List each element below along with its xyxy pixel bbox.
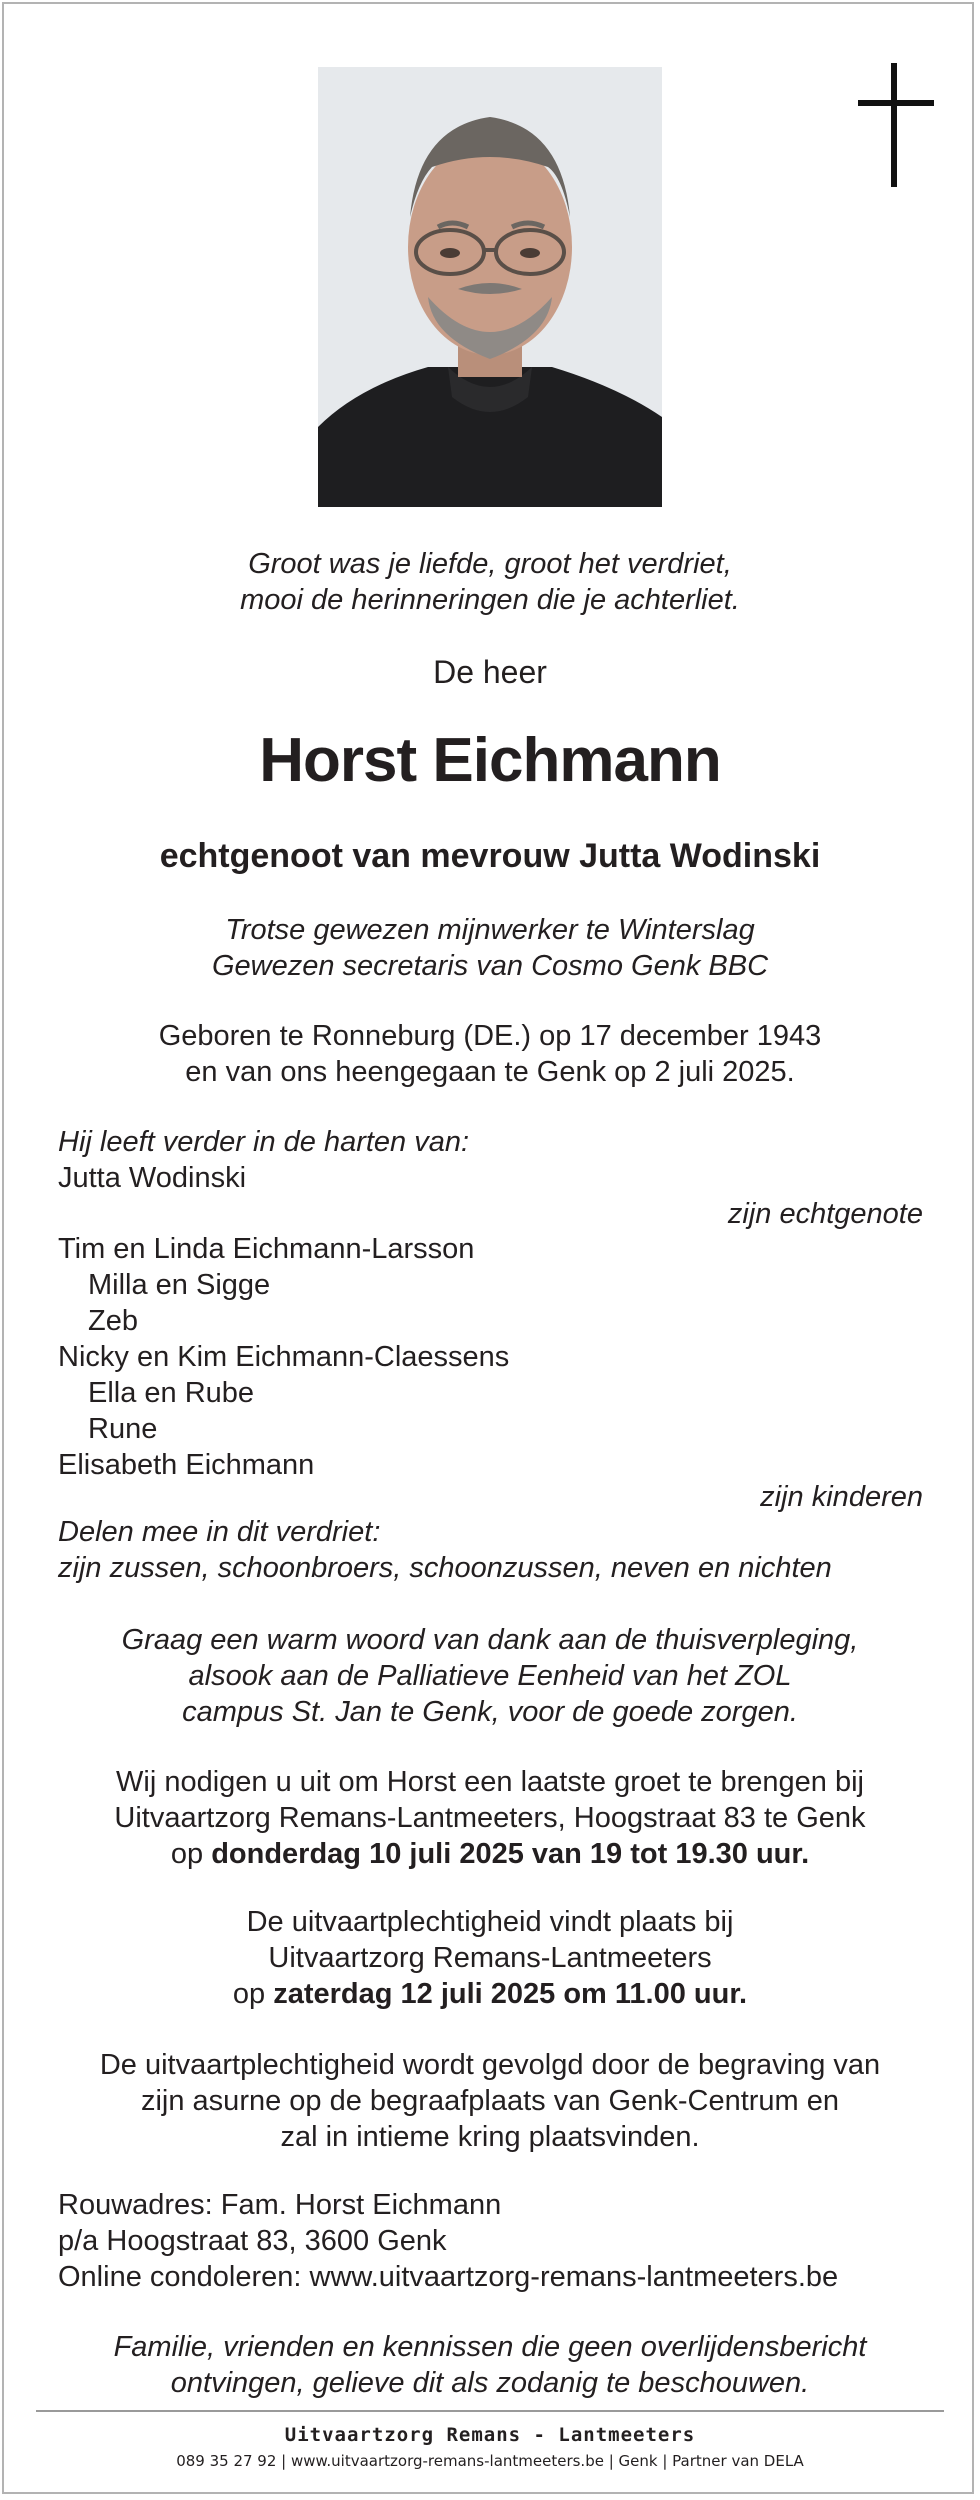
role-line: Gewezen secretaris van Cosmo Genk BBC (211, 950, 769, 982)
family-intro: Hij leeft verder in de harten van: (58, 1126, 470, 1158)
thanks-text (40, 1622, 940, 1730)
ceremony-info (40, 1904, 940, 2012)
ceremony-date-bold: zaterdag 12 juli 2025 om 11.00 uur. (273, 1978, 748, 2010)
birth-death-info (40, 1018, 940, 1090)
closing-line: ontvingen, gelieve dit als zodanig te beschouwen. (170, 2367, 810, 2399)
closing-note (40, 2329, 940, 2401)
footer-company: Uitvaartzorg Remans - Lantmeeters (284, 2424, 696, 2446)
burial-info (40, 2047, 940, 2155)
spouse-name: Jutta Wodinski (58, 1162, 247, 1194)
share-text: zijn zussen, schoonbroers, schoonzussen, neven en nichten (58, 1552, 832, 1584)
address-line: p/a Hoogstraat 83, 3600 Genk (58, 2225, 447, 2257)
mourning-address (58, 2187, 923, 2295)
condolence-link[interactable]: Online condoleren: www.uitvaartzorg-remans-lantmeeters.be (58, 2261, 839, 2293)
visitation-date-prefix: op (170, 1838, 212, 1870)
children-label: zijn kinderen (760, 1481, 923, 1513)
visitation-date-bold: donderdag 10 juli 2025 van 19 tot 19.30 uur. (211, 1838, 810, 1870)
ceremony-line: Uitvaartzorg Remans-Lantmeeters (268, 1942, 712, 1974)
children-list (58, 1231, 923, 1483)
memorial-verse (40, 546, 940, 618)
spouse-line: echtgenoot van mevrouw Jutta Wodinski (159, 837, 821, 875)
visitation-info (40, 1764, 940, 1872)
title-prefix: De heer (433, 654, 547, 690)
grandchild-line: Zeb (88, 1305, 138, 1337)
burial-line: De uitvaartplechtigheid wordt gevolgd door de begraving van (99, 2049, 881, 2081)
grandchild-line: Rune (88, 1413, 158, 1445)
footer-divider (36, 2410, 944, 2412)
ceremony-date (40, 1976, 940, 2012)
verse-line: Groot was je liefde, groot het verdriet, (248, 548, 732, 580)
role-line: Trotse gewezen mijnwerker te Winterslag (225, 914, 755, 946)
child-line: Tim en Linda Eichmann-Larsson (58, 1233, 475, 1265)
portrait-photo (318, 67, 662, 507)
footer-details: 089 35 27 92 | www.uitvaartzorg-remans-lantmeeters.be | Genk | Partner van DELA (176, 2452, 804, 2470)
cross-icon (858, 63, 934, 187)
share-intro: Delen mee in dit verdriet: (58, 1516, 381, 1548)
thanks-line: campus St. Jan te Genk, voor de goede zorgen. (182, 1696, 798, 1728)
address-line: Rouwadres: Fam. Horst Eichmann (58, 2189, 502, 2221)
child-line: Elisabeth Eichmann (58, 1449, 315, 1481)
birth-line: Geboren te Ronneburg (DE.) op 17 december 1943 (158, 1020, 822, 1052)
burial-line: zal in intieme kring plaatsvinden. (280, 2121, 700, 2153)
roles (40, 912, 940, 984)
thanks-line: alsook aan de Palliatieve Eenheid van het ZOL (188, 1660, 792, 1692)
death-line: en van ons heengegaan te Genk op 2 juli 2025. (185, 1056, 795, 1088)
child-line: Nicky en Kim Eichmann-Claessens (58, 1341, 510, 1373)
deceased-name: Horst Eichmann (259, 726, 721, 795)
grandchild-line: Milla en Sigge (88, 1269, 271, 1301)
thanks-line: Graag een warm woord van dank aan de thuisverpleging, (121, 1624, 859, 1656)
verse-line: mooi de herinneringen die je achterliet. (240, 584, 740, 616)
ceremony-line: De uitvaartplechtigheid vindt plaats bij (246, 1906, 734, 1938)
visitation-date (40, 1836, 940, 1872)
visitation-line: Uitvaartzorg Remans-Lantmeeters, Hoogstraat 83 te Genk (114, 1802, 866, 1834)
burial-line: zijn asurne op de begraafplaats van Genk-Centrum en (140, 2085, 840, 2117)
grandchild-line: Ella en Rube (88, 1377, 255, 1409)
spouse-label: zijn echtgenote (727, 1198, 923, 1230)
visitation-line: Wij nodigen u uit om Horst een laatste groet te brengen bij (116, 1766, 864, 1798)
closing-line: Familie, vrienden en kennissen die geen overlijdensbericht (113, 2331, 867, 2363)
ceremony-date-prefix: op (232, 1978, 274, 2010)
